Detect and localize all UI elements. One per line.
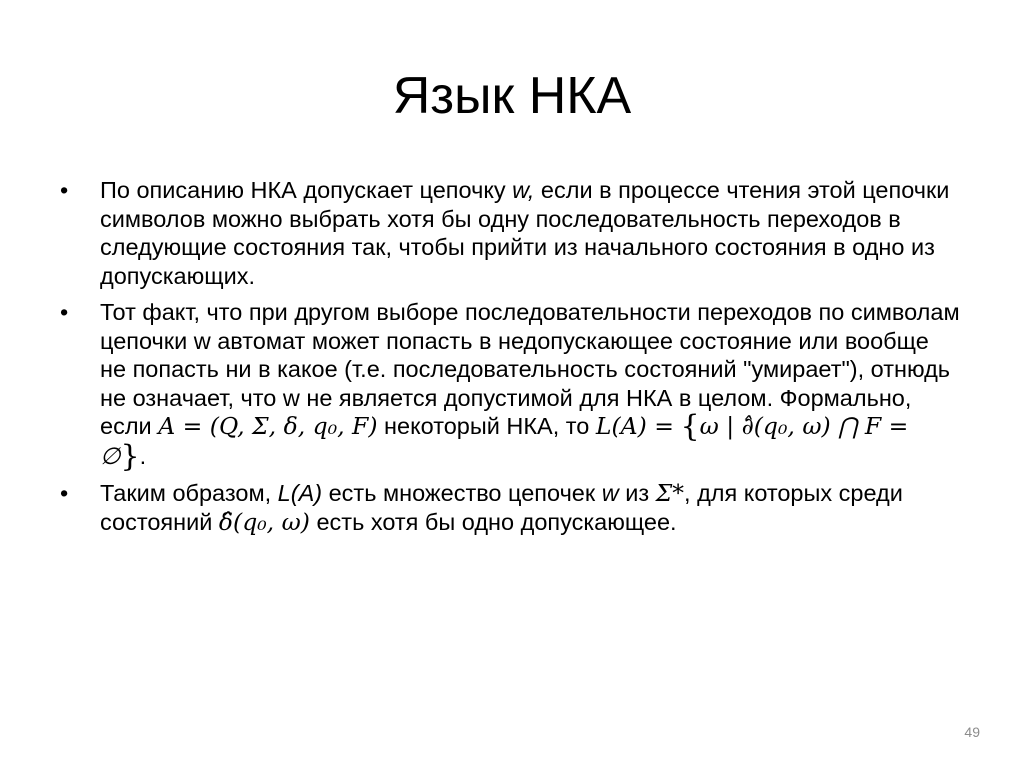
math-set: ω | ∂̂(q₀, ω) ⋂ F = ∅ bbox=[100, 412, 909, 470]
math-automaton: A = (Q, Σ, δ, q₀, F) bbox=[158, 412, 378, 440]
text: некоторый НКА, то bbox=[377, 413, 596, 439]
text: Таким образом, bbox=[100, 480, 278, 506]
math-sigma-star: Σ* bbox=[655, 479, 685, 507]
text: если в процессе чтения этой цепочки символов можно выбрать хотя бы одну последовательность переходов в следующие состояния так, чтобы прийти из начального состояния в одно из допускающих. bbox=[100, 177, 950, 289]
bullet-item-1 bbox=[60, 176, 960, 290]
math-w: w, bbox=[512, 177, 535, 203]
math-la: L(A) bbox=[277, 480, 323, 506]
slide-title: Язык НКА bbox=[392, 67, 632, 125]
text: Тот факт, что при другом выборе последовательности переходов по символам цепочки w автомат может попасть в недопускающее состояние или вообще не попасть ни в какое (т.е. последовательность состояний "умирает"), отнюдь не означает, что w не является допустимой для НКА в целом. Формально, если bbox=[100, 299, 960, 439]
text: . bbox=[139, 442, 147, 469]
page-number: 49 bbox=[964, 724, 980, 740]
text: , для которых среди состояний bbox=[100, 480, 903, 535]
brace-open: { bbox=[680, 409, 700, 444]
bullet-dot: • bbox=[60, 177, 69, 203]
bullet-dot: • bbox=[60, 480, 69, 506]
math-delta: δ̂(q₀, ω) bbox=[218, 507, 310, 536]
bullet-item-3 bbox=[60, 479, 960, 536]
math-w: w bbox=[601, 480, 619, 506]
bullet-list bbox=[60, 176, 960, 544]
text: есть множество цепочек bbox=[322, 480, 602, 506]
math-language: L(A) = bbox=[595, 412, 674, 440]
text: есть хотя бы одно допускающее. bbox=[309, 508, 677, 535]
text: По описанию НКА допускает цепочку bbox=[100, 177, 513, 203]
bullet-item-2 bbox=[60, 298, 960, 474]
text: из bbox=[618, 480, 656, 506]
brace-close: } bbox=[120, 438, 140, 474]
bullet-dot: • bbox=[60, 299, 69, 325]
